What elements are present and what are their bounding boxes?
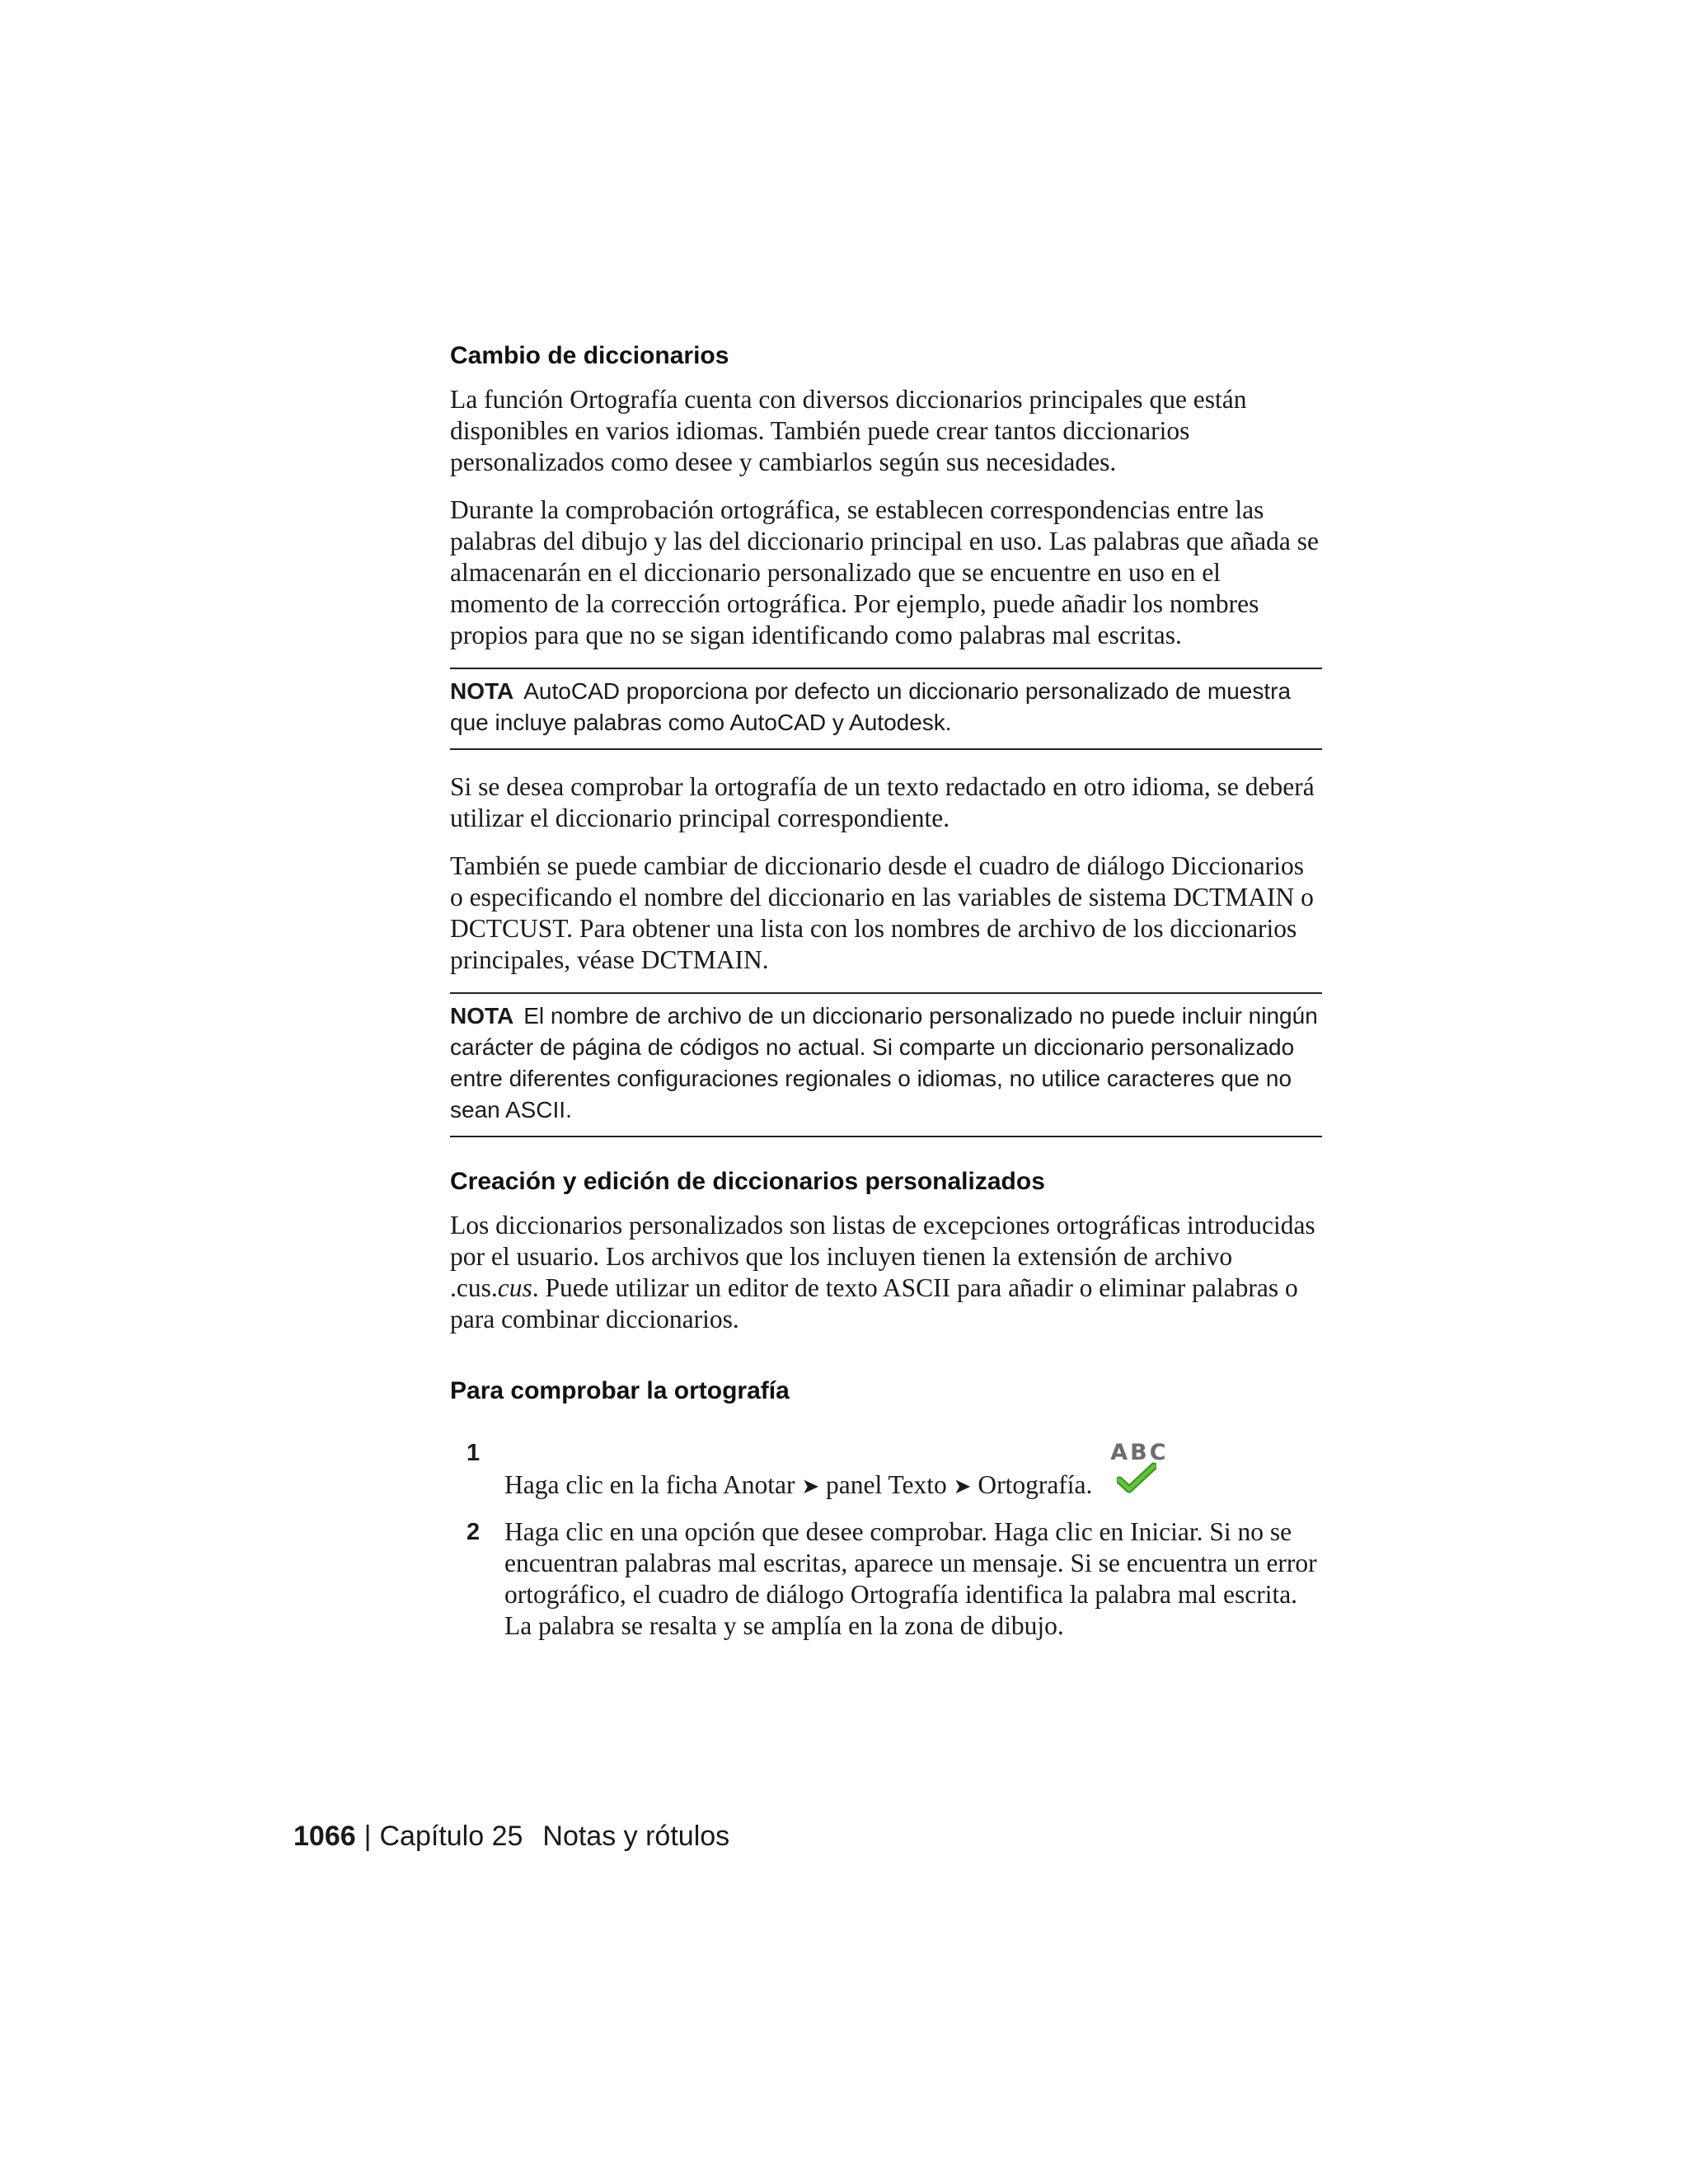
paragraph-italic: cus (497, 1273, 532, 1302)
page-content (450, 340, 1322, 1653)
note-label: NOTA (450, 678, 514, 704)
note-box (450, 668, 1322, 750)
step-item (450, 1516, 1322, 1642)
section-heading-creacion-edicion: Creación y edición de diccionarios personalizados (450, 1168, 1045, 1195)
paragraph-text: Los diccionarios personalizados son listas de excepciones ortográficas introducidas por el usuario. Los archivos que los incluyen tienen la extensión de archivo .cus. (450, 1211, 1315, 1302)
spell-check-icon-label: ABC (1110, 1440, 1169, 1465)
arrow-icon: ➤ (953, 1474, 972, 1499)
arrow-icon: ➤ (801, 1474, 820, 1499)
section-heading-cambio-diccionarios: Cambio de diccionarios (450, 342, 729, 369)
chapter-label: Capítulo 25 (379, 1821, 523, 1852)
paragraph: Si se desea comprobar la ortografía de un texto redactado en otro idioma, se deberá utilizar el diccionario principal correspondiente. (450, 772, 1315, 832)
footer-separator: | (363, 1821, 372, 1852)
chapter-title: Notas y rótulos (542, 1821, 730, 1852)
step-text: panel Texto (826, 1470, 947, 1499)
paragraph: También se puede cambiar de diccionario desde el cuadro de diálogo Diccionarios o especificando el nombre del diccionario en las variables de sistema DCTMAIN o DCTCUST. Para obtener una lista con los nombres de archivo de los diccionarios principales, véase DCTMAIN. (450, 851, 1314, 974)
paragraph: La función Ortografía cuenta con diversos diccionarios principales que están disponibles en varios idiomas. También puede crear tantos diccionarios personalizados como desee y cambiarlos según sus necesidades. (450, 385, 1247, 476)
note-box (450, 992, 1322, 1137)
paragraph: Durante la comprobación ortográfica, se establecen correspondencias entre las palabras del dibujo y las del diccionario principal en uso. Las palabras que añada se almacenarán en el diccionario personalizado que se encuentre en uso en el momento de la corrección ortográfica. Por ejemplo, puede añadir los nombres propios para que no se sigan identificando como palabras mal escritas. (450, 495, 1320, 649)
paragraph-text: . Puede utilizar un editor de texto ASCII para añadir o eliminar palabras o para combinar diccionarios. (450, 1273, 1298, 1333)
note-text: AutoCAD proporciona por defecto un diccionario personalizado de muestra que incluye palabras como AutoCAD y Autodesk. (450, 678, 1292, 735)
page-footer (293, 1818, 729, 1854)
page-number: 1066 (293, 1821, 356, 1852)
step-item (450, 1437, 1322, 1505)
spell-check-icon (1110, 1437, 1181, 1505)
section-heading-comprobar-ortografia: Para comprobar la ortografía (450, 1377, 790, 1404)
step-text: Ortografía. (978, 1470, 1093, 1499)
paragraph (450, 1210, 1322, 1335)
step-number: 1 (467, 1440, 481, 1466)
step-text: Haga clic en una opción que desee comprobar. Haga clic en Iniciar. Si no se encuentran palabras mal escritas, aparece un mensaje. Si se encuentra un error ortográfico, el cuadro de diálogo Ortografía identifica la palabra mal escrita. La palabra se resalta y se amplía en la zona de dibujo. (504, 1517, 1317, 1640)
procedure-steps (450, 1437, 1322, 1642)
step-number: 2 (467, 1519, 481, 1545)
note-text: El nombre de archivo de un diccionario personalizado no puede incluir ningún carácter de página de códigos no actual. Si comparte un diccionario personalizado entre diferentes configuraciones regionales o idiomas, no utilice caracteres que no sean ASCII. (450, 1003, 1318, 1122)
checkmark-icon (1117, 1462, 1156, 1495)
step-text: Haga clic en la ficha Anotar (504, 1470, 795, 1499)
note-label: NOTA (450, 1003, 514, 1029)
